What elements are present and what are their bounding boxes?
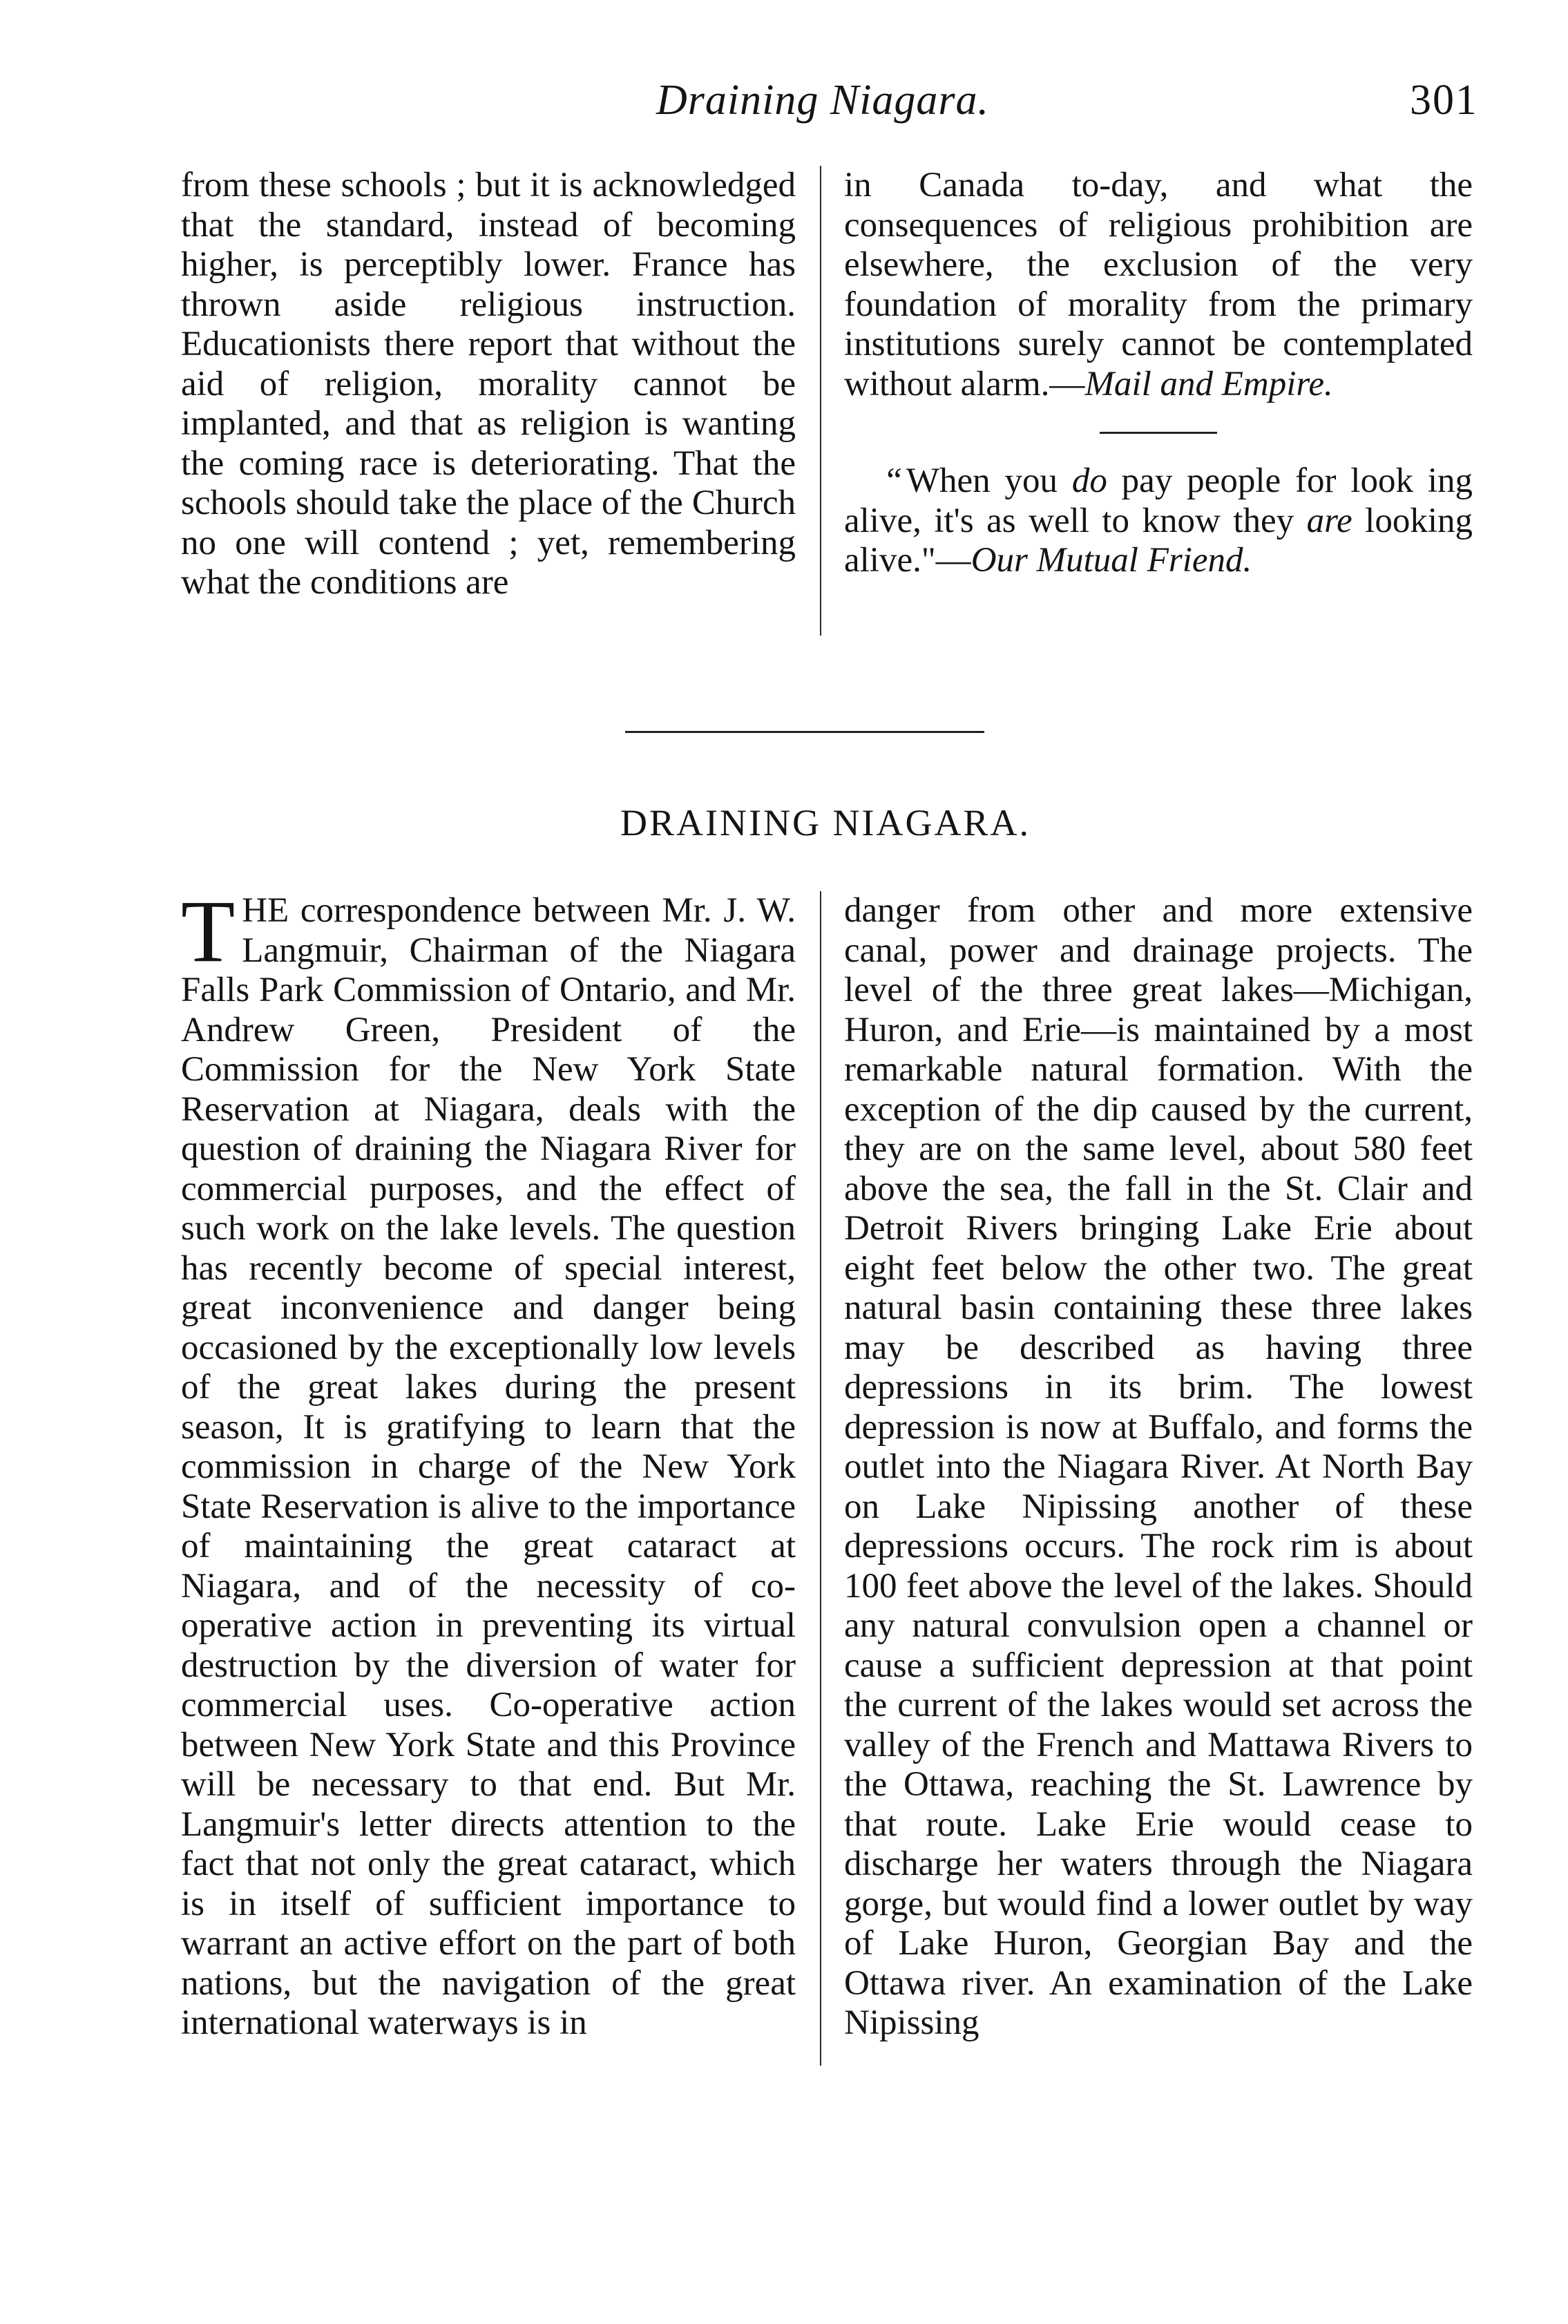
- separator-rule: [1100, 432, 1217, 434]
- quote-mark: “: [886, 461, 902, 500]
- quote-paragraph: [844, 461, 1473, 581]
- page-number: 301: [1410, 77, 1478, 124]
- article-left-paragraph: [181, 882, 796, 2044]
- top-left-column: [181, 166, 796, 603]
- article-right-column: [844, 891, 1473, 2044]
- running-head: [180, 76, 1478, 138]
- source-citation: Mail and Empire.: [1084, 364, 1333, 403]
- top-right-column: [844, 166, 1473, 581]
- column-divider-top: [820, 166, 821, 636]
- article-right-paragraph: danger from other and more extensive canal, power and drainage projects. The level of the three great lakes—Michigan, Huron, and Erie—is maintained by a most remarkable natural formation. With the exception of the dip caused by the current, they are on the same level, about 580 feet above the sea, the fall in the St. Clair and Detroit Rivers bringing Lake Erie about eight feet below the other two. The great natural basin containing these three lakes may be described as having three depressions in its brim. The lowest depression is now at Buffalo, and forms the outlet into the Niagara River. At North Bay on Lake Nipissing another of these depressions occurs. The rock rim is about 100 feet above the level of the lakes. Should any natural convulsion open a channel or cause a sufficient depression at that point the current of the lakes would set across the valley of the French and Mattawa Rivers to the Ottawa, reaching the St. Lawrence by that route. Lake Erie would cease to discharge her waters through the Niagara gorge, but would find a lower outlet by way of Lake Huron, Georgian Bay and the Ottawa river. An examination of the Lake Nipissing: [844, 891, 1473, 2042]
- running-title: Draining Niagara.: [656, 77, 990, 124]
- article-title: DRAINING NIAGARA.: [620, 802, 1031, 844]
- quote-text-before: When you: [906, 461, 1072, 500]
- article-left-column: [181, 882, 796, 2044]
- quote-source: Our Mutual Friend.: [971, 541, 1252, 580]
- column-divider-bottom: [820, 891, 821, 2066]
- quote-emphasis-do: do: [1071, 461, 1107, 500]
- drop-cap: T: [181, 882, 236, 980]
- top-left-paragraph: from these schools ; but it is acknowledged that the standard, instead of becoming higher, is perceptibly lower. France has thrown aside religious instruction. Educationists there report that without the aid of religion, morality cannot be implanted, and that as religion is wanting the coming race is deteriorating. That the schools should take the place of the Church no one will contend ; yet, remembering what the conditions are: [181, 166, 796, 602]
- quote-emphasis-are: are: [1306, 501, 1352, 540]
- quote-text-middle: pay people for look ing alive, it's as well to know they: [844, 461, 1473, 540]
- quote-text-after: looking alive."—: [844, 501, 1473, 580]
- top-right-text: in Canada to-day, and what the consequences of religious prohibition are elsewhere, the exclusion of the very foundation of morality from the primary institutions surely cannot be contemplated without alarm.—: [844, 166, 1473, 403]
- top-right-paragraph: [844, 166, 1473, 404]
- article-left-text: HE correspondence between Mr. J. W. Langmuir, Chairman of the Niagara Falls Park Commission of Ontario, and Mr. Andrew Green, President of the Commission for the New York State Reservation at Niagara, deals with the question of draining the Niagara River for commercial purposes, and the effect of such work on the lake levels. The question has recently become of special interest, great inconvenience and danger being occasioned by the exceptionally low levels of the great lakes during the present season, It is gratifying to learn that the commission in charge of the New York State Reservation is alive to the importance of maintaining the great cataract at Niagara, and of the necessity of co-operative action in preventing its virtual destruction by the diversion of water for commercial uses. Co-operative action between New York State and this Province will be necessary to that end. But Mr. Langmuir's letter directs attention to the fact that not only the great cataract, which is in itself of sufficient importance to warrant an active effort on the part of both nations, but the navigation of the great international waterways is in: [181, 891, 796, 2042]
- section-divider: [625, 731, 984, 733]
